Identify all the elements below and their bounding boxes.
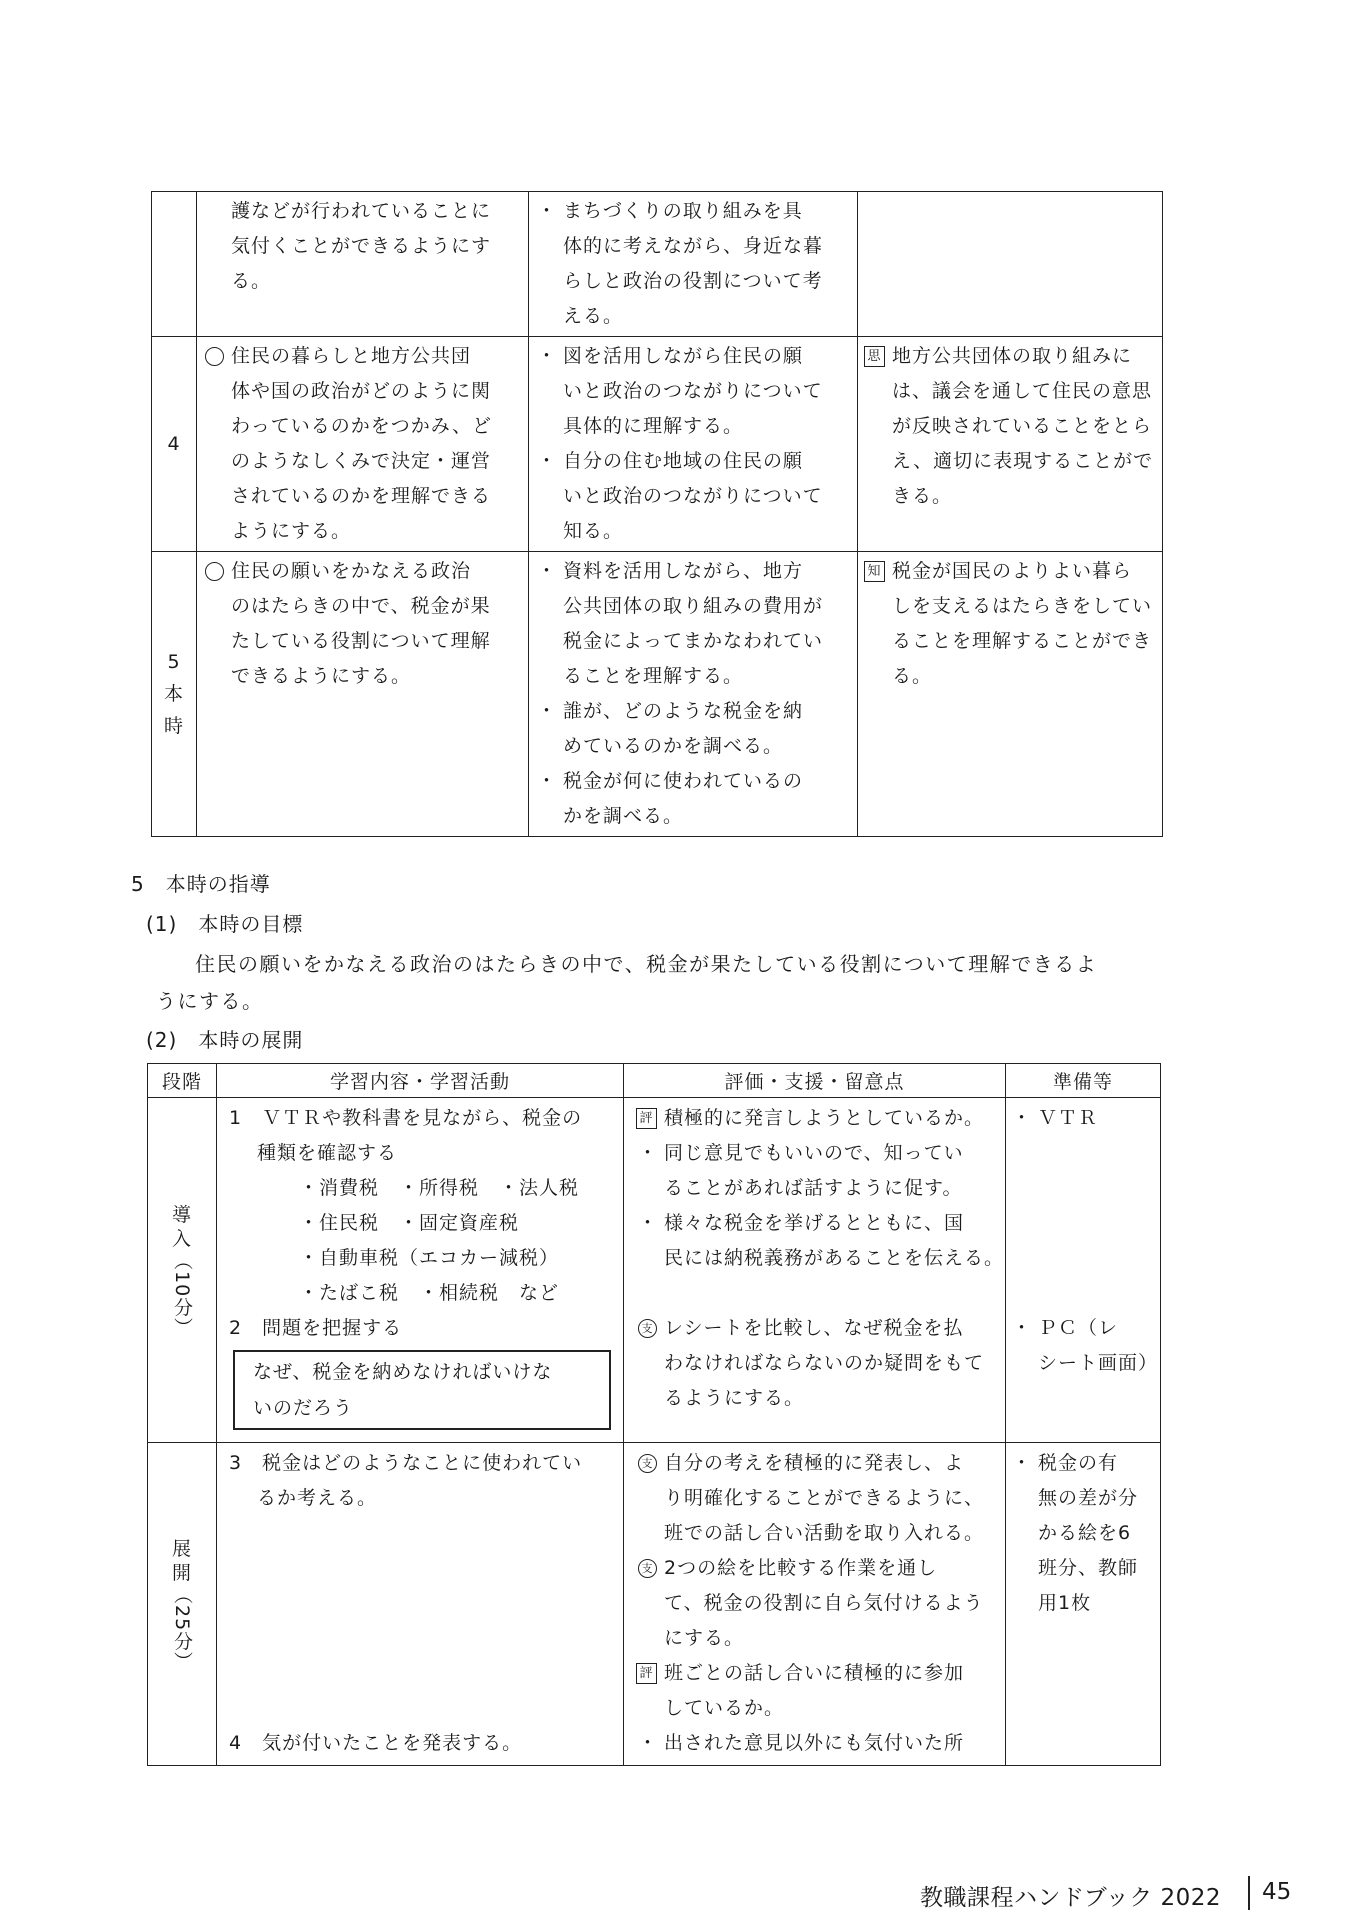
line-text: ＰＣ（レ	[1038, 1317, 1119, 1339]
bullet-mark: ・	[638, 1732, 659, 1754]
text-line	[537, 764, 849, 799]
line-text: が反映されていることをとら	[892, 415, 1153, 437]
development-content	[217, 1443, 624, 1766]
bullet-mark: ・	[638, 1142, 659, 1164]
text-line	[639, 1656, 997, 1691]
line-text: ・住民税 ・固定資産税	[299, 1212, 520, 1234]
text-line	[229, 1726, 615, 1761]
text-line	[664, 1241, 1005, 1276]
header-content: 学習内容・学習活動	[217, 1064, 624, 1098]
text-line	[563, 479, 849, 514]
text-line	[229, 1621, 615, 1656]
text-line	[1038, 1516, 1152, 1551]
line-text: されているのかを理解できる	[231, 485, 492, 507]
unit-plan-row	[152, 337, 1163, 552]
lesson-number	[152, 192, 197, 337]
problem-line: いのだろう	[253, 1397, 354, 1419]
line-text: 民には納税義務があることを伝える。	[664, 1247, 1005, 1269]
text-line	[229, 1136, 615, 1171]
line-text: ・消費税 ・所得税 ・法人税	[299, 1177, 580, 1199]
header-evaluation: 評価・支援・留意点	[624, 1064, 1006, 1098]
text-line	[892, 374, 1154, 409]
text-line	[563, 624, 849, 659]
line-text: らしと政治の役割について考	[563, 270, 823, 292]
text-line	[563, 299, 849, 334]
line-text: 体的に考えながら、身近な暮	[563, 235, 824, 257]
circled-mark: 支	[638, 1454, 657, 1473]
line-text: 積極的に発言しようとしているか。	[664, 1107, 985, 1129]
text-line	[892, 409, 1154, 444]
lesson-number-char: 本	[163, 683, 184, 705]
text-line	[229, 1446, 615, 1481]
development-preparation	[1006, 1443, 1161, 1766]
line-text: える。	[563, 305, 624, 327]
text-line	[537, 194, 849, 229]
text-line	[867, 339, 1154, 374]
bullet-mark: ・	[537, 200, 558, 222]
line-text: まちづくりの取り組みを具	[563, 200, 803, 222]
line-text: て、税金の役割に自ら気付けるよう	[664, 1592, 984, 1614]
boxed-evaluation-mark: 知	[864, 561, 885, 582]
line-text: 誰が、どのような税金を納	[563, 700, 804, 722]
text-line	[664, 1276, 997, 1311]
line-text: 住民の暮らしと地方公共団	[231, 345, 472, 367]
line-text: 具体的に理解する。	[563, 415, 744, 437]
intro-row	[148, 1098, 1161, 1443]
bullet-mark: ・	[537, 450, 558, 472]
lesson-number	[152, 337, 197, 552]
text-line	[563, 514, 849, 549]
boxed-evaluation-mark: 評	[636, 1108, 657, 1129]
line-text: 公共団体の取り組みの費用が	[563, 595, 824, 617]
bullet-mark: ・	[537, 770, 558, 792]
line-text: 2つの絵を比較する作業を通し	[664, 1557, 938, 1579]
line-text: かる絵を6	[1038, 1522, 1132, 1544]
text-line	[229, 1241, 615, 1276]
line-text: 用1枚	[1038, 1592, 1092, 1614]
text-line	[229, 1551, 615, 1586]
text-line	[229, 1311, 615, 1346]
text-line	[231, 514, 520, 549]
text-line	[867, 554, 1154, 589]
circled-mark: 支	[638, 1319, 657, 1338]
unit-evaluation-cell	[858, 337, 1163, 552]
text-line	[1038, 1171, 1152, 1206]
development-subheading: (2) 本時の展開	[146, 1028, 304, 1052]
text-line	[1038, 1586, 1152, 1621]
text-line	[537, 444, 849, 479]
text-line	[641, 1551, 997, 1586]
text-line	[231, 409, 520, 444]
line-text: 4 気が付いたことを発表する。	[229, 1732, 523, 1754]
text-line	[639, 1101, 997, 1136]
bullet-mark: ・	[1012, 1317, 1033, 1339]
text-line	[664, 1691, 997, 1726]
unit-goal-cell	[197, 337, 529, 552]
line-text: 護などが行われていることに	[231, 200, 492, 222]
circled-mark	[205, 347, 224, 366]
lesson-number-char: 時	[163, 715, 184, 737]
line-text: 種類を確認する	[257, 1142, 398, 1164]
text-line	[1012, 1446, 1152, 1481]
text-line	[563, 409, 849, 444]
line-text: 図を活用しながら住民の願	[563, 345, 804, 367]
line-text: 税金が何に使われているの	[563, 770, 804, 792]
page-number: 45	[1262, 1879, 1292, 1905]
line-text: り明確化することができるように、	[664, 1487, 985, 1509]
text-line	[1012, 1101, 1152, 1136]
line-text: ることを理解することができ	[892, 630, 1153, 652]
line-text: わなければならないのか疑問をもて	[664, 1352, 985, 1374]
text-line	[229, 1171, 615, 1206]
text-line	[537, 554, 849, 589]
text-line	[229, 1276, 615, 1311]
intro-preparation	[1006, 1098, 1161, 1443]
line-text: いと政治のつながりについて	[563, 485, 823, 507]
line-text: ＶＴＲ	[1038, 1107, 1099, 1129]
bullet-mark: ・	[537, 560, 558, 582]
text-line	[229, 1516, 615, 1551]
stage-development-char-2: 開	[171, 1561, 192, 1584]
text-line	[231, 339, 520, 374]
text-line	[1038, 1136, 1152, 1171]
line-text: 同じ意見でもいいので、知ってい	[664, 1142, 964, 1164]
text-line	[229, 1586, 615, 1621]
line-text: しているか。	[664, 1697, 785, 1719]
problem-statement-box	[233, 1350, 611, 1430]
section-heading: 5 本時の指導	[131, 872, 271, 896]
text-line	[1038, 1551, 1152, 1586]
text-line	[638, 1206, 997, 1241]
text-line	[563, 264, 849, 299]
text-line	[231, 229, 520, 264]
text-line	[1038, 1206, 1152, 1241]
book-title: 教職課程ハンドブック 2022	[920, 1885, 1222, 1911]
unit-activity-cell	[529, 552, 858, 837]
line-text: ようにする。	[231, 520, 352, 542]
intro-content	[217, 1098, 624, 1443]
text-line	[892, 589, 1154, 624]
text-line	[563, 589, 849, 624]
bullet-mark: ・	[1012, 1452, 1033, 1474]
development-row	[148, 1443, 1161, 1766]
text-line	[231, 194, 520, 229]
bullet-mark: ・	[537, 700, 558, 722]
header-preparation: 準備等	[1006, 1064, 1161, 1098]
lesson-number-char: 5	[167, 651, 181, 673]
text-line	[231, 659, 520, 694]
line-text: めているのかを調べる。	[563, 735, 784, 757]
text-line	[231, 624, 520, 659]
header-row	[148, 1064, 1161, 1098]
text-line	[641, 1311, 997, 1346]
line-text: 班分、教師	[1038, 1557, 1139, 1579]
text-line	[231, 374, 520, 409]
line-text: いと政治のつながりについて	[563, 380, 823, 402]
line-text: しを支えるはたらきをしてい	[892, 595, 1153, 617]
unit-goal-cell	[197, 552, 529, 837]
text-line	[231, 589, 520, 624]
line-text: 住民の願いをかなえる政治	[231, 560, 472, 582]
unit-plan-table	[151, 191, 1163, 837]
text-line	[1038, 1276, 1152, 1311]
text-line	[664, 1516, 997, 1551]
text-line	[664, 1171, 997, 1206]
stage-development-time: （25分）	[171, 1584, 193, 1672]
text-line	[229, 1656, 615, 1691]
line-text: 気付くことができるようにす	[231, 235, 492, 257]
stage-development	[148, 1443, 217, 1766]
unit-plan-row	[152, 552, 1163, 837]
line-text: かを調べる。	[563, 805, 684, 827]
text-line	[892, 659, 1154, 694]
line-text: できるようにする。	[231, 665, 412, 687]
stage-intro-time: （10分）	[171, 1250, 193, 1338]
line-text: 税金の有	[1038, 1452, 1119, 1474]
line-text: たしている役割について理解	[231, 630, 491, 652]
text-line	[638, 1726, 997, 1761]
text-line	[638, 1136, 997, 1171]
stage-intro	[148, 1098, 217, 1443]
line-text: 知る。	[563, 520, 624, 542]
line-text: ることを理解する。	[563, 665, 744, 687]
text-line	[537, 339, 849, 374]
goal-text-line-1: 住民の願いをかなえる政治のはたらきの中で、税金が果たしている役割について理解できるよ	[195, 952, 1098, 976]
line-text: レシートを比較し、なぜ税金を払	[664, 1317, 964, 1339]
unit-activity-cell	[529, 337, 858, 552]
line-text: ることがあれば話すように促す。	[664, 1177, 963, 1199]
line-text: シート画面）	[1038, 1352, 1159, 1374]
text-line	[892, 444, 1154, 479]
line-text: る。	[892, 665, 933, 687]
line-text: え、適切に表現することがで	[892, 450, 1154, 472]
text-line	[664, 1481, 997, 1516]
goal-subheading: (1) 本時の目標	[146, 912, 304, 936]
line-text: 税金が国民のよりよい暮ら	[892, 560, 1133, 582]
boxed-evaluation-mark: 思	[864, 346, 885, 367]
line-text: 自分の住む地域の住民の願	[563, 450, 804, 472]
bullet-mark: ・	[1012, 1107, 1033, 1129]
circled-mark: 支	[638, 1559, 657, 1578]
boxed-evaluation-mark: 評	[636, 1663, 657, 1684]
stage-development-char-1: 展	[171, 1537, 192, 1560]
lesson-number	[152, 552, 197, 837]
text-line	[892, 624, 1154, 659]
line-text: 1 ＶＴＲや教科書を見ながら、税金の	[229, 1107, 583, 1129]
line-text: るようにする。	[664, 1387, 805, 1409]
line-text: 地方公共団体の取り組みに	[892, 345, 1133, 367]
line-text: 出された意見以外にも気付いた所	[664, 1732, 965, 1754]
line-text: 3 税金はどのようなことに使われてい	[229, 1452, 583, 1474]
line-text: にする。	[664, 1627, 745, 1649]
line-text: 様々な税金を挙げるとともに、国	[664, 1212, 965, 1234]
unit-evaluation-cell	[858, 192, 1163, 337]
bullet-mark: ・	[537, 345, 558, 367]
line-text: ・たばこ税 ・相続税 など	[299, 1282, 560, 1304]
line-text: る。	[231, 270, 272, 292]
footer-divider	[1248, 1876, 1250, 1910]
line-text: きる。	[892, 485, 953, 507]
line-text: 2 問題を把握する	[229, 1317, 403, 1339]
text-line	[563, 659, 849, 694]
line-text: は、議会を通して住民の意思	[892, 380, 1153, 402]
problem-line: なぜ、税金を納めなければいけな	[253, 1361, 553, 1383]
line-text: ・自動車税（エコカー減税）	[299, 1247, 560, 1269]
text-line	[231, 479, 520, 514]
text-line	[229, 1101, 615, 1136]
line-text: のようなしくみで決定・運営	[231, 450, 492, 472]
unit-goal-cell	[197, 192, 529, 337]
line-text: 体や国の政治がどのように関	[231, 380, 492, 402]
line-text: 無の差が分	[1038, 1487, 1139, 1509]
text-line	[229, 1481, 615, 1516]
line-text: のはたらきの中で、税金が果	[231, 595, 491, 617]
text-line	[1038, 1481, 1152, 1516]
line-text: 税金によってまかなわれてい	[563, 630, 824, 652]
circled-mark	[205, 562, 224, 581]
line-text: るか考える。	[257, 1487, 378, 1509]
text-line	[892, 479, 1154, 514]
text-line	[641, 1446, 997, 1481]
text-line	[563, 229, 849, 264]
text-line	[537, 694, 849, 729]
text-line	[664, 1346, 997, 1381]
text-line	[664, 1621, 997, 1656]
line-text: 自分の考えを積極的に発表し、よ	[664, 1452, 965, 1474]
unit-activity-cell	[529, 192, 858, 337]
line-text: 班ごとの話し合いに積極的に参加	[664, 1662, 965, 1684]
development-evaluation	[624, 1443, 1006, 1766]
text-line	[563, 374, 849, 409]
text-line	[231, 264, 520, 299]
bullet-mark: ・	[638, 1212, 659, 1234]
text-line	[1038, 1346, 1159, 1381]
unit-plan-row	[152, 192, 1163, 337]
lesson-development-table	[147, 1063, 1161, 1766]
goal-text-line-2: うにする。	[156, 989, 264, 1013]
text-line	[229, 1206, 615, 1241]
text-line	[1012, 1311, 1152, 1346]
text-line	[563, 799, 849, 834]
text-line	[664, 1381, 997, 1416]
text-line	[229, 1691, 615, 1726]
unit-evaluation-cell	[858, 552, 1163, 837]
header-stage: 段階	[148, 1064, 217, 1098]
text-line	[563, 729, 849, 764]
text-line	[1038, 1241, 1152, 1276]
line-text: わっているのかをつかみ、ど	[231, 415, 492, 437]
lesson-number-char: 4	[167, 433, 181, 455]
line-text: 班での話し合い活動を取り入れる。	[664, 1522, 985, 1544]
stage-intro-char-2: 入	[171, 1227, 192, 1250]
text-line	[231, 554, 520, 589]
text-line	[664, 1586, 997, 1621]
stage-intro-char-1: 導	[171, 1203, 192, 1226]
intro-evaluation	[624, 1098, 1006, 1443]
text-line	[231, 444, 520, 479]
line-text: 資料を活用しながら、地方	[563, 560, 804, 582]
